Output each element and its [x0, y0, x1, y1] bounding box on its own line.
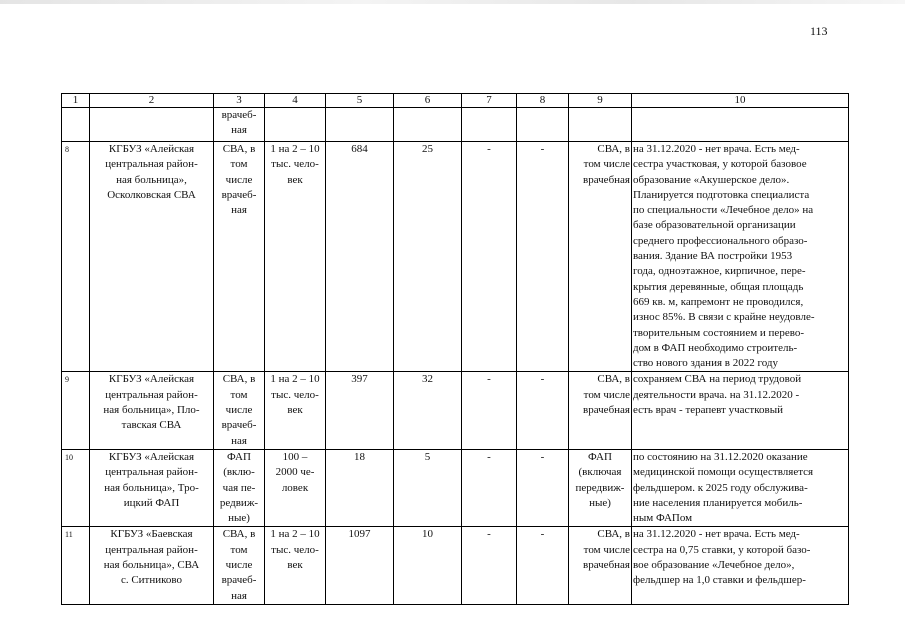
value-cell: 5 — [424, 450, 431, 463]
header-cell: 8 — [517, 94, 569, 108]
value-cell: - — [540, 528, 545, 541]
value-cell: - — [487, 528, 491, 541]
population-cell: 100 – 2000 че- ловек — [275, 450, 315, 494]
value-cell: - — [487, 373, 491, 386]
comment-cell: на 31.12.2020 - нет врача. Есть мед- сестра участковая, у которой базовое образование «Акушерское дело». Планируется подготовка специалиста по специальности «Лечебное дело» на базе образовательной организации среднего профессионального образо- вания. Здание ВА постройки 1953 года, одноэтажное, кирпичное, пере- крытия деревянные, общая площадь 669 кв. м, капремонт не проводился, износ 85%. В связи с крайне неудовле- творительным состоянием и перево- дом в ФАП необходимо строитель- ство нового здания в 2022 году — [633, 143, 815, 370]
comment-cell: сохраняем СВА на период трудовой деятельности врача. на 31.12.2020 - есть врач - терапевт участковый — [633, 373, 802, 417]
target-type-cell: СВА, в том числе врачебная — [583, 143, 630, 186]
target-type-cell: ФАП (включая передвиж- ные) — [575, 450, 625, 509]
value-cell: 1097 — [348, 528, 371, 541]
value-cell: 684 — [351, 143, 368, 155]
value-cell: 397 — [351, 373, 368, 386]
header-cell: 2 — [90, 94, 214, 108]
target-type-cell: СВА, в том числе врачебная — [583, 373, 630, 417]
data-table — [61, 93, 849, 605]
header-cell: 3 — [214, 94, 265, 108]
scan-edge — [0, 0, 905, 4]
facility-name: КГБУЗ «Алейская центральная район- ная больница», Осколковская СВА — [105, 143, 198, 201]
value-cell: - — [540, 373, 545, 386]
table-row — [62, 372, 849, 449]
type-cell: врачеб- ная — [221, 109, 257, 137]
value-cell: 18 — [354, 450, 365, 463]
type-cell: СВА, в том числе врачеб- ная — [221, 143, 257, 217]
value-cell: - — [487, 450, 491, 463]
population-cell: 1 на 2 – 10 тыс. чело- век — [270, 143, 320, 186]
header-cell: 6 — [394, 94, 462, 108]
value-cell: - — [487, 143, 491, 155]
table-row — [62, 527, 849, 604]
row-number: 8 — [65, 145, 69, 154]
facility-name: КГБУЗ «Алейская центральная район- ная больница», Пло- тавская СВА — [103, 373, 200, 432]
continuation-row — [62, 108, 849, 142]
page-number: 113 — [810, 24, 828, 38]
value-cell: - — [540, 450, 545, 463]
row-number: 10 — [65, 452, 73, 462]
table-row — [62, 449, 849, 526]
facility-name: КГБУЗ «Баевская центральная район- ная больница», СВА с. Ситниково — [103, 528, 200, 587]
value-cell: 25 — [422, 143, 433, 155]
value-cell: 10 — [422, 528, 433, 541]
target-type-cell: СВА, в том числе врачебная — [583, 528, 630, 572]
header-cell: 7 — [462, 94, 517, 108]
population-cell: 1 на 2 – 10 тыс. чело- век — [270, 528, 320, 572]
comment-cell: по состоянию на 31.12.2020 оказание медицинской помощи осуществляется фельдшером. к 2025 году обслужива- ние населения планируется мобиль- ным ФАПом — [633, 450, 814, 525]
row-number: 9 — [65, 375, 69, 385]
header-cell: 5 — [326, 94, 394, 108]
row-number: 11 — [65, 530, 73, 540]
type-cell: СВА, в том числе врачеб- ная — [221, 528, 257, 602]
value-cell: - — [540, 143, 545, 155]
header-cell: 9 — [569, 94, 632, 108]
type-cell: ФАП (вклю- чая пе- редвиж- ные) — [219, 450, 259, 525]
header-row — [62, 94, 849, 108]
header-cell: 4 — [265, 94, 326, 108]
header-cell: 1 — [62, 94, 90, 108]
comment-cell: на 31.12.2020 - нет врача. Есть мед- сестра на 0,75 ставки, у которой базо- вое образование «Лечебное дело», фельдшер на 1,0 ставки и фельдшер- — [633, 528, 811, 587]
value-cell: 32 — [422, 373, 433, 386]
header-cell: 10 — [632, 94, 849, 108]
type-cell: СВА, в том числе врачеб- ная — [221, 373, 257, 447]
facility-name: КГБУЗ «Алейская центральная район- ная больница», Тро- ицкий ФАП — [104, 450, 199, 509]
population-cell: 1 на 2 – 10 тыс. чело- век — [270, 373, 320, 417]
table-row — [62, 142, 849, 372]
